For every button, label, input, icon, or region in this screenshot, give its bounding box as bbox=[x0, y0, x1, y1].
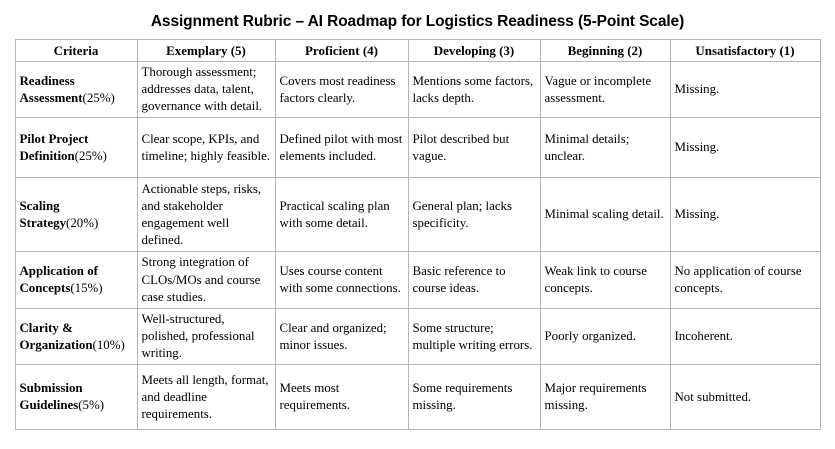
rubric-row bbox=[15, 62, 820, 118]
level-cell: Vague or incomplete assessment. bbox=[540, 62, 670, 118]
level-cell: Practical scaling plan with some detail. bbox=[275, 178, 408, 252]
level-cell: Not submitted. bbox=[670, 365, 820, 430]
level-cell: Thorough assessment; addresses data, talent, governance with detail. bbox=[137, 62, 275, 118]
criterion-name: Readiness Assessment bbox=[19, 73, 83, 105]
level-cell: Missing. bbox=[670, 178, 820, 252]
rubric-table bbox=[15, 39, 821, 430]
criterion-cell bbox=[15, 178, 137, 252]
level-cell: Minimal scaling detail. bbox=[540, 178, 670, 252]
rubric-row bbox=[15, 308, 820, 364]
level-cell: Missing. bbox=[670, 118, 820, 178]
level-cell: Basic reference to course ideas. bbox=[408, 252, 540, 308]
rubric-row bbox=[15, 118, 820, 178]
level-cell: Clear and organized; minor issues. bbox=[275, 308, 408, 364]
criterion-weight: (5%) bbox=[78, 398, 105, 413]
level-cell: Clear scope, KPIs, and timeline; highly feasible. bbox=[137, 118, 275, 178]
criterion-cell bbox=[15, 62, 137, 118]
level-cell: Weak link to course concepts. bbox=[540, 252, 670, 308]
header-row bbox=[15, 40, 820, 62]
level-cell: General plan; lacks specificity. bbox=[408, 178, 540, 252]
criterion-cell bbox=[15, 252, 137, 308]
column-header: Exemplary (5) bbox=[137, 40, 275, 62]
column-header: Proficient (4) bbox=[275, 40, 408, 62]
level-cell: Some requirements missing. bbox=[408, 365, 540, 430]
criterion-weight: (25%) bbox=[82, 90, 115, 105]
criterion-name: Submission Guidelines bbox=[19, 381, 83, 413]
column-header: Developing (3) bbox=[408, 40, 540, 62]
level-cell: Meets most requirements. bbox=[275, 365, 408, 430]
level-cell: Poorly organized. bbox=[540, 308, 670, 364]
level-cell: Minimal details; unclear. bbox=[540, 118, 670, 178]
level-cell: Defined pilot with most elements included. bbox=[275, 118, 408, 178]
level-cell: Covers most readiness factors clearly. bbox=[275, 62, 408, 118]
rubric-row bbox=[15, 178, 820, 252]
rubric-row bbox=[15, 252, 820, 308]
level-cell: Major requirements missing. bbox=[540, 365, 670, 430]
level-cell: Pilot described but vague. bbox=[408, 118, 540, 178]
level-cell: Strong integration of CLOs/MOs and course case studies. bbox=[137, 252, 275, 308]
level-cell: Incoherent. bbox=[670, 308, 820, 364]
criterion-cell bbox=[15, 118, 137, 178]
criterion-name: Application of Concepts bbox=[19, 264, 98, 296]
column-header: Beginning (2) bbox=[540, 40, 670, 62]
column-header: Criteria bbox=[15, 40, 137, 62]
level-cell: Meets all length, format, and deadline requirements. bbox=[137, 365, 275, 430]
criterion-name: Pilot Project Definition bbox=[19, 131, 89, 163]
criterion-name: Clarity & Organization bbox=[19, 320, 93, 352]
page-title: Assignment Rubric – AI Roadmap for Logistics Readiness (5-Point Scale) bbox=[150, 13, 685, 30]
level-cell: No application of course concepts. bbox=[670, 252, 820, 308]
level-cell: Actionable steps, risks, and stakeholder engagement well defined. bbox=[137, 178, 275, 252]
rubric-row bbox=[15, 365, 820, 430]
criterion-name: Scaling Strategy bbox=[19, 198, 67, 230]
level-cell: Uses course content with some connections. bbox=[275, 252, 408, 308]
criterion-weight: (25%) bbox=[74, 148, 107, 163]
criterion-cell bbox=[15, 308, 137, 364]
column-header: Unsatisfactory (1) bbox=[670, 40, 820, 62]
level-cell: Well-structured, polished, professional writing. bbox=[137, 308, 275, 364]
criterion-weight: (10%) bbox=[92, 337, 125, 352]
criterion-cell bbox=[15, 365, 137, 430]
criterion-weight: (20%) bbox=[66, 215, 99, 230]
level-cell: Some structure; multiple writing errors. bbox=[408, 308, 540, 364]
level-cell: Missing. bbox=[670, 62, 820, 118]
criterion-weight: (15%) bbox=[70, 281, 103, 296]
level-cell: Mentions some factors, lacks depth. bbox=[408, 62, 540, 118]
